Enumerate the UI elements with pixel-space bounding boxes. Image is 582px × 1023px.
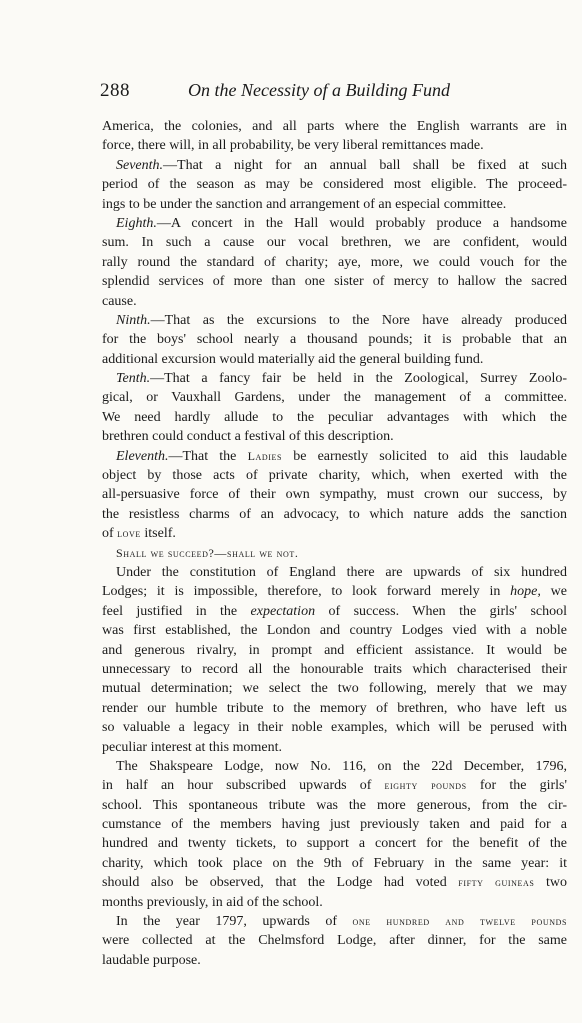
- text-run: should also be observed, that the Lodge had voted: [102, 875, 459, 891]
- text-line: [102, 834, 567, 853]
- text-line: [102, 641, 567, 660]
- text-line: [102, 873, 567, 892]
- text-run: —A concert in the Hall would probably produce a handsome: [156, 215, 567, 231]
- text-line: [102, 776, 567, 795]
- text-run: were collected at the Chelmsford Lodge, after dinner, for the same: [102, 933, 567, 949]
- text-run: —That as the excursions to the Nore have already produced: [150, 312, 567, 328]
- text-run: mutual determination; we select the two following, merely that we may: [102, 681, 567, 697]
- text-run: the resistless charms of an advocacy, to which nature adds the sanction: [102, 506, 567, 522]
- text-line: [102, 195, 567, 214]
- text-run: love: [117, 526, 141, 541]
- text-line: [102, 330, 567, 349]
- running-title: On the Necessity of a Building Fund: [188, 80, 450, 100]
- text-run: laudable purpose.: [102, 952, 201, 968]
- text-line: [102, 117, 567, 136]
- text-line: [102, 893, 567, 912]
- text-run: Under the constitution of England there are upwards of six hundred: [116, 564, 567, 580]
- text-line: [102, 175, 567, 194]
- text-line: [102, 253, 567, 272]
- text-run: rally round the standard of charity; aye, more, we could vouch for the: [102, 254, 567, 270]
- text-line: [102, 311, 567, 330]
- text-line: [102, 447, 567, 466]
- text-run: splendid services of more than one sister of mercy to hallow the sacred: [102, 274, 567, 290]
- text-run: two: [534, 875, 567, 891]
- text-line: [102, 388, 567, 407]
- text-run: —That the: [168, 448, 248, 464]
- text-run: period of the season as may be considered most eligible. The proceed-: [102, 177, 567, 193]
- text-line: [102, 815, 567, 834]
- text-run: sum. In such a cause our vocal brethren, we are confident, would: [102, 235, 567, 251]
- text-line: [102, 233, 567, 252]
- text-line: [102, 621, 567, 640]
- text-run: Shall we succeed?—shall we not.: [116, 545, 299, 560]
- text-line: [102, 544, 567, 563]
- text-run: hope,: [510, 584, 541, 600]
- text-run: ings to be under the sanction and arrangement of an especial committee.: [102, 196, 507, 212]
- text-line: [102, 408, 567, 427]
- text-line: [102, 214, 567, 233]
- text-run: additional excursion would materially aid the general building fund.: [102, 351, 484, 367]
- text-line: [102, 854, 567, 873]
- text-line: [102, 272, 567, 291]
- text-line: [102, 524, 567, 543]
- text-line: [102, 505, 567, 524]
- text-run: of: [102, 526, 118, 542]
- text-run: hundred and twenty tickets, to support a concert for the benefit of the: [102, 836, 567, 852]
- text-line: [102, 427, 567, 446]
- text-run: months previously, in aid of the school.: [102, 894, 323, 910]
- text-run: was first established, the London and country Lodges vied with a noble: [102, 623, 567, 639]
- text-line: [102, 156, 567, 175]
- text-run: cause.: [102, 293, 137, 309]
- text-run: and generous rivalry, in prompt and efficient assistance. It would be: [102, 642, 567, 658]
- text-line: [102, 931, 567, 950]
- text-run: The Shakspeare Lodge, now No. 116, on the 22d December, 1796,: [116, 758, 567, 774]
- text-run: gical, or Vauxhall Gardens, under the management of a committee.: [102, 390, 567, 406]
- text-run: Ladies: [247, 448, 283, 463]
- text-run: Tenth.: [116, 371, 151, 387]
- text-run: render our humble tribute to the memory of brethren, who have left us: [102, 700, 567, 716]
- text-run: school. This spontaneous tribute was the more generous, from the cir-: [102, 797, 567, 813]
- text-run: peculiar interest at this moment.: [102, 739, 283, 755]
- text-run: of success. When the girls' school: [315, 603, 567, 619]
- text-line: [102, 699, 567, 718]
- text-run: force, there will, in all probability, be very liberal remittances made.: [102, 138, 484, 154]
- text-run: charity, which took place on the 9th of February in the same year: it: [102, 855, 567, 871]
- text-run: eighty pounds: [384, 778, 467, 793]
- text-line: [102, 350, 567, 369]
- text-line: [102, 485, 567, 504]
- text-run: brethren could conduct a festival of this description.: [102, 429, 394, 445]
- text-line: [102, 466, 567, 485]
- text-run: cumstance of the members having just previously taken and paid for a: [102, 817, 567, 833]
- text-run: —That a night for an annual ball shall be fixed at such: [163, 157, 567, 173]
- text-run: all-persuasive force of their own sympathy, must crown our success, by: [102, 487, 567, 503]
- text-run: one hundred and twelve pounds: [352, 914, 567, 929]
- text-run: expectation: [250, 603, 316, 619]
- text-run: object by those acts of private charity, which, when exerted with the: [102, 468, 567, 484]
- text-line: [102, 602, 567, 621]
- text-run: In the year 1797, upwards of: [116, 914, 353, 930]
- text-run: Eighth.: [116, 215, 157, 231]
- text-run: Lodges; it is impossible, therefore, to look forward merely in: [102, 584, 511, 600]
- text-line: [102, 563, 567, 582]
- text-line: [102, 369, 567, 388]
- text-line: [102, 136, 567, 155]
- text-line: [102, 757, 567, 776]
- text-line: [102, 718, 567, 737]
- text-run: itself.: [140, 526, 176, 542]
- text-run: feel justified in the: [102, 603, 251, 619]
- text-run: —That a fancy fair be held in the Zoological, Surrey Zoolo-: [150, 371, 567, 387]
- text-run: unnecessary to record all the honourable traits which characterised their: [102, 661, 567, 677]
- text-line: [102, 796, 567, 815]
- text-run: for the girls': [466, 778, 567, 794]
- text-run: Ninth.: [116, 312, 151, 328]
- text-run: fifty guineas: [458, 875, 535, 890]
- text-run: we: [540, 584, 567, 600]
- text-line: [102, 660, 567, 679]
- text-run: Eleventh.: [116, 448, 169, 464]
- text-run: so valuable a legacy in their noble examples, which will be perused with: [102, 720, 567, 736]
- text-run: in half an hour subscribed upwards of: [102, 778, 385, 794]
- text-line: [102, 951, 567, 970]
- page-number: 288: [100, 80, 130, 101]
- text-line: [102, 679, 567, 698]
- text-run: America, the colonies, and all parts where the English warrants are in: [102, 119, 567, 134]
- text-run: be earnestly solicited to aid this laudable: [282, 448, 567, 464]
- text-line: [102, 292, 567, 311]
- body-text: [102, 117, 567, 970]
- text-run: for the boys' school nearly a thousand pounds; it is probable that an: [102, 332, 567, 348]
- page-header: [100, 80, 565, 104]
- text-line: [102, 738, 567, 757]
- text-line: [102, 912, 567, 931]
- text-run: We need hardly allude to the peculiar advantages with which the: [102, 409, 567, 425]
- text-line: [102, 582, 567, 601]
- text-run: Seventh.: [116, 157, 164, 173]
